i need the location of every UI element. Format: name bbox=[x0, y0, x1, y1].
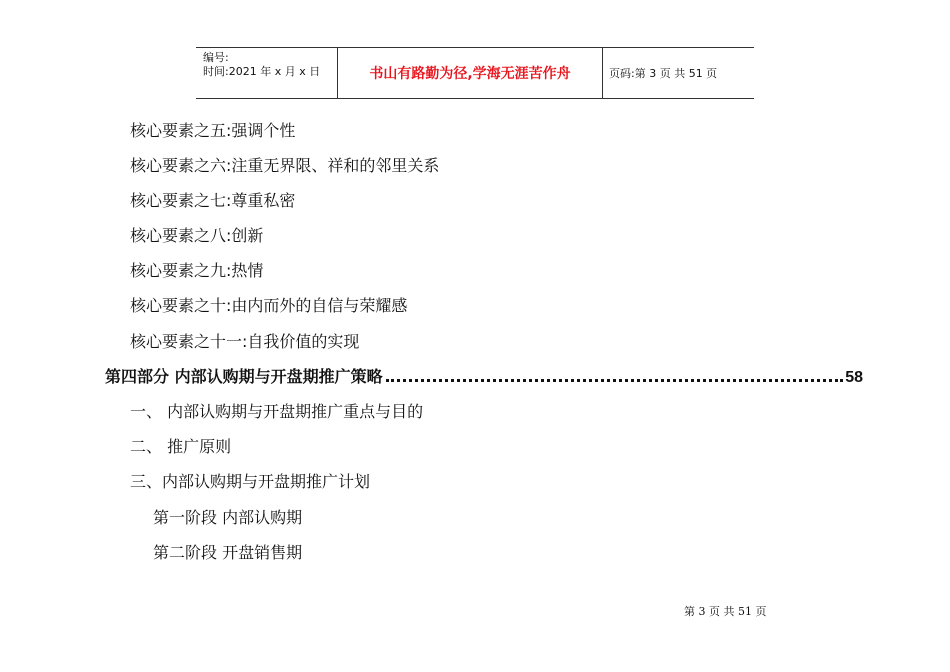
core-element-line: 核心要素之五:强调个性 bbox=[130, 121, 296, 140]
header-time-label: 时间:2021 年 x 月 x 日 bbox=[203, 65, 321, 78]
toc-leader-dots bbox=[386, 379, 844, 382]
section-line: 一、 内部认购期与开盘期推广重点与目的 bbox=[130, 402, 424, 421]
stage-line: 第二阶段 开盘销售期 bbox=[153, 543, 303, 562]
core-element-line: 核心要素之十:由内而外的自信与荣耀感 bbox=[130, 296, 408, 315]
toc-entry-part-four[interactable] bbox=[105, 367, 863, 388]
stage-line: 第一阶段 内部认购期 bbox=[153, 508, 303, 527]
section-line: 三、内部认购期与开盘期推广计划 bbox=[130, 472, 371, 491]
core-element-line: 核心要素之十一:自我价值的实现 bbox=[130, 332, 360, 351]
header-page-info: 页码:第 3 页 共 51 页 bbox=[609, 67, 718, 80]
core-element-line: 核心要素之七:尊重私密 bbox=[130, 191, 296, 210]
section-line: 二、 推广原则 bbox=[130, 437, 232, 456]
page-footer: 第 3 页 共 51 页 bbox=[684, 605, 767, 618]
toc-entry-page-number: 58 bbox=[845, 369, 863, 386]
core-element-line: 核心要素之六:注重无界限、祥和的邻里关系 bbox=[130, 156, 440, 175]
header-meta-cell bbox=[196, 48, 338, 98]
core-element-line: 核心要素之八:创新 bbox=[130, 226, 264, 245]
page-header bbox=[196, 47, 754, 99]
header-number-label: 编号: bbox=[203, 51, 229, 64]
header-motto: 书山有路勤为径,学海无涯苦作舟 bbox=[338, 48, 603, 98]
toc-entry-title: 第四部分 内部认购期与开盘期推广策略 bbox=[105, 367, 383, 386]
core-element-line: 核心要素之九:热情 bbox=[130, 261, 264, 280]
